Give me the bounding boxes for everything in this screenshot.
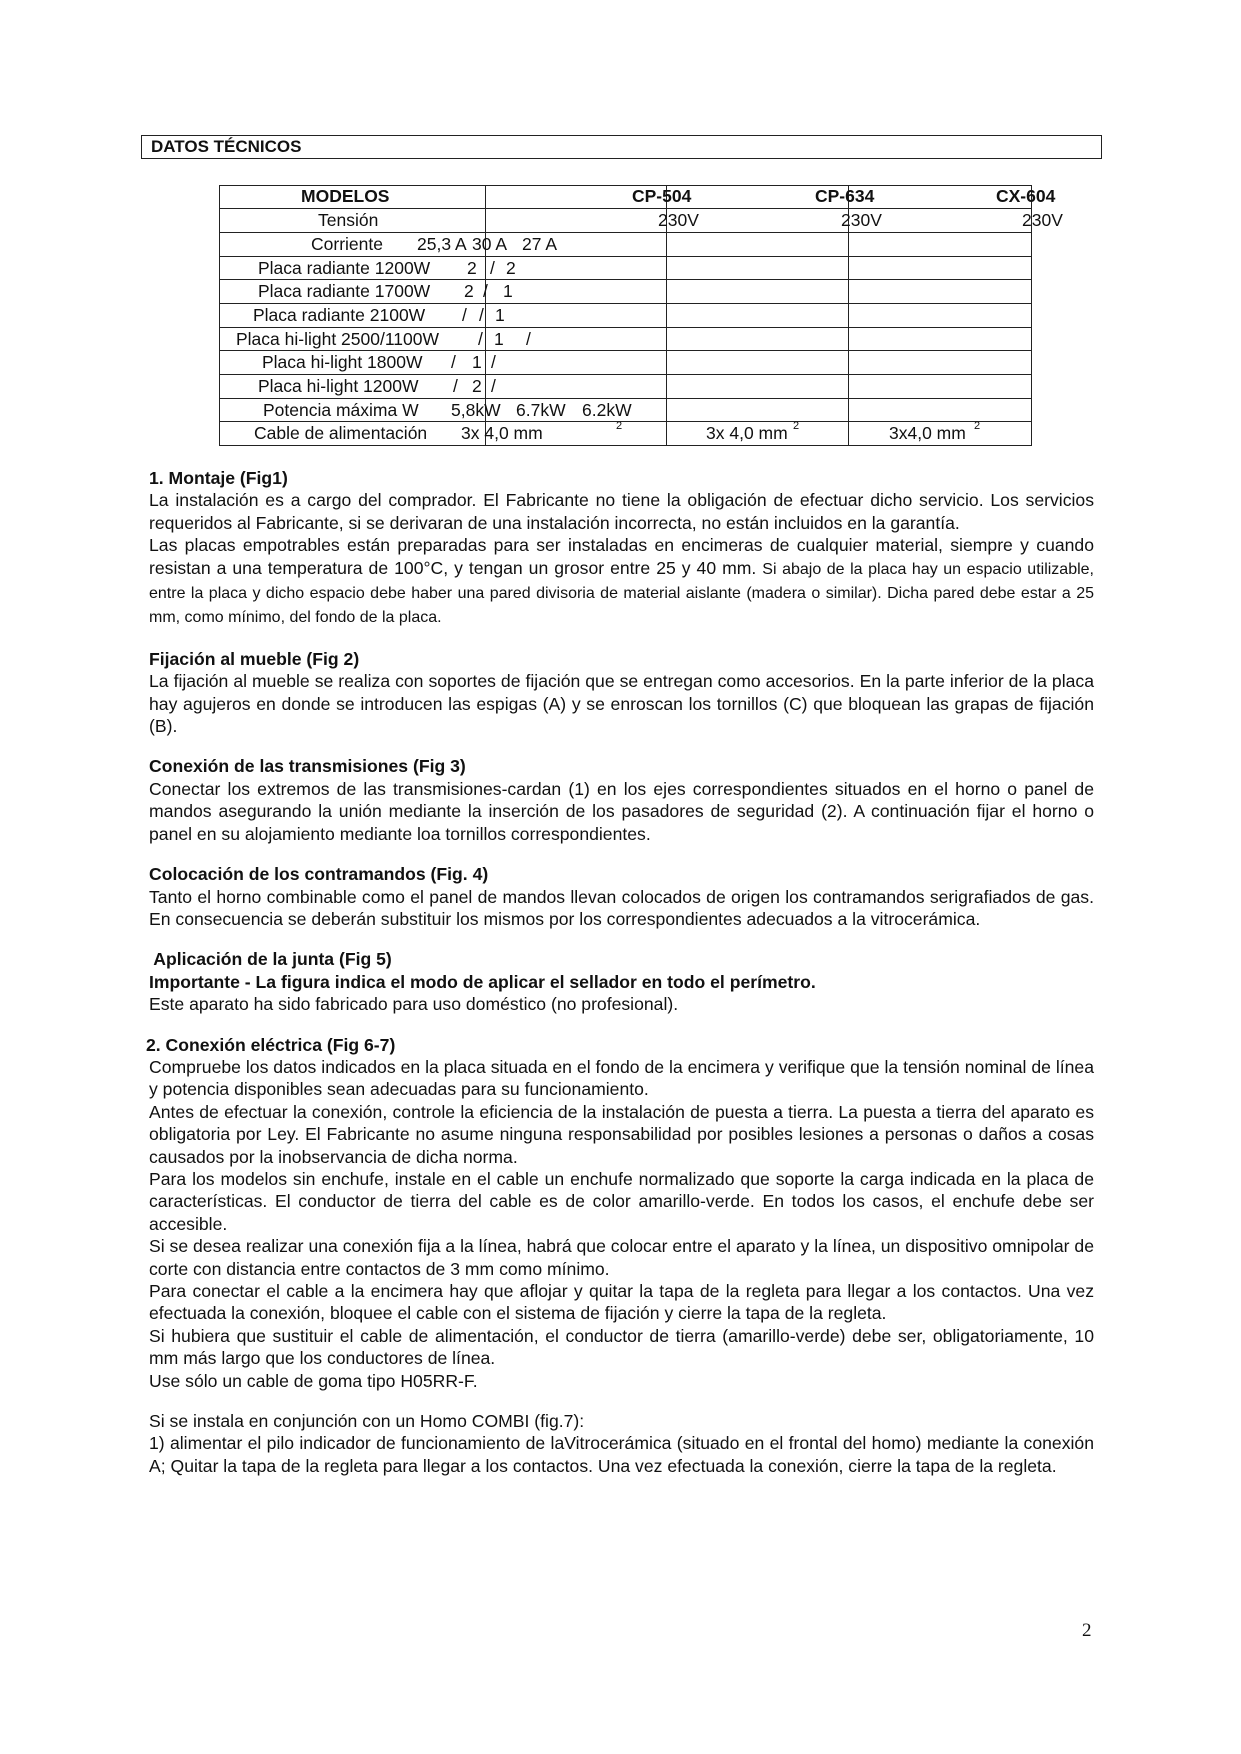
row-label: Placa radiante 1200W	[258, 258, 431, 278]
important-note: Importante - La figura indica el modo de aplicar el sellador en todo el perímetro.	[149, 971, 816, 992]
cell-value: 3x4,0 mm	[889, 423, 966, 443]
model-name: CP-504	[632, 186, 692, 206]
paragraph: Si se desea realizar una conexión fija a la línea, habrá que colocar entre el aparato y la línea, un dispositivo omnipolar de corte con distancia entre contactos de 3 mm como mínimo.	[149, 1236, 1094, 1279]
section-heading: Aplicación de la junta (Fig 5)	[149, 949, 392, 970]
models-header: MODELOS	[301, 186, 390, 206]
unit-superscript: 2	[616, 420, 623, 432]
section-heading: Colocación de los contramandos (Fig. 4)	[149, 864, 489, 885]
cell-value: 5,8kW	[451, 400, 501, 420]
cell-value: 27 A	[522, 234, 558, 254]
paragraph: Antes de efectuar la conexión, controle la eficiencia de la instalación de puesta a tierra. La puesta a tierra del aparato es obligatoria por Ley. El Fabricante no asume ninguna responsabilidad por posibles lesiones a personas o daños a cosas causados por la inobservancia de dicha norma.	[149, 1101, 1094, 1167]
document-body	[146, 467, 1094, 1477]
paragraph: Si hubiera que sustituir el cable de alimentación, el conductor de tierra (amarillo-verde) debe ser, obligatoriamente, 10 mm más largo que los conductores de línea.	[149, 1325, 1094, 1369]
cell-value: 2	[464, 281, 474, 301]
section-heading: 2. Conexión eléctrica (Fig 6-7)	[146, 1034, 396, 1055]
row-label: Potencia máxima W	[263, 400, 419, 420]
cell-value: /	[491, 352, 496, 372]
cell-value: 2	[467, 258, 477, 278]
paragraph: Conectar los extremos de las transmisiones-cardan (1) en los ejes correspondientes situados en el horno o panel de mandos asegurando la unión mediante la inserción de los pasadores de seguridad (2). A continuación fijar el horno o panel en su alojamiento mediante loa tornillos correspondientes.	[149, 778, 1094, 844]
row-label: Placa hi-light 2500/1100W	[236, 329, 439, 349]
section-title: DATOS TÉCNICOS	[141, 135, 1102, 159]
row-label: Placa radiante 1700W	[258, 281, 431, 301]
row-label: Placa hi-light 1200W	[258, 376, 419, 396]
paragraph: Este aparato ha sido fabricado para uso doméstico (no profesional).	[149, 994, 679, 1015]
paragraph: Si se instala en conjunción con un Homo COMBI (fig.7):	[149, 1411, 585, 1432]
cell-value: 230V	[1022, 210, 1063, 230]
paragraph: Para los modelos sin enchufe, instale en el cable un enchufe normalizado que soporte la carga indicada en la placa de características. El conductor de tierra del cable es de color amarillo-verde. En todos los casos, el enchufe debe ser accesible.	[149, 1168, 1094, 1234]
cell-value: /	[490, 258, 495, 278]
paragraph: Use sólo un cable de goma tipo H05RR-F.	[149, 1370, 478, 1391]
cell-value: /	[478, 329, 483, 349]
cell-value: /	[491, 376, 496, 396]
paragraph-text: Las placas empotrables están preparadas para ser instaladas en encimeras de cualquier material, siempre y cuando resistan a una temperatura de 100°C, y tengan un grosor entre 25 y 40 mm.	[149, 535, 1094, 578]
cell-value: 1	[472, 352, 482, 372]
paragraph: 1) alimentar el pilo indicador de funcionamiento de laVitrocerámica (situado en el frontal del homo) mediante la conexión A; Quitar la tapa de la regleta para llegar a los contactos. Una vez efectuada la conexión, cierre la tapa de la regleta.	[149, 1433, 1094, 1476]
cell-value: /	[462, 305, 467, 325]
section-heading: Fijación al mueble (Fig 2)	[149, 648, 360, 669]
cell-value: 6.7kW	[516, 400, 566, 420]
row-label: Placa hi-light 1800W	[262, 352, 423, 372]
cell-value: 25,3 A	[417, 234, 467, 254]
cell-value: 1	[494, 329, 504, 349]
paragraph: Tanto el horno combinable como el panel de mandos llevan colocados de origen los contramandos serigrafiados de gas. En consecuencia se deberán substituir los mismos por los correspondientes adecuados a la vitrocerámica.	[149, 886, 1094, 929]
section-heading: 1. Montaje (Fig1)	[149, 468, 288, 488]
cell-value: /	[483, 281, 488, 301]
unit-superscript: 2	[793, 420, 800, 432]
row-label: Placa radiante 2100W	[253, 305, 426, 325]
page-number: 2	[1082, 1620, 1092, 1641]
cell-value: 2	[472, 376, 482, 396]
cell-value: 3x 4,0 mm	[706, 423, 788, 443]
row-label: Tensión	[318, 210, 379, 230]
cell-value: 230V	[658, 210, 699, 230]
cell-value: 6.2kW	[582, 400, 632, 420]
cell-value: 1	[503, 281, 513, 301]
cell-value: /	[479, 305, 484, 325]
paragraph: La instalación es a cargo del comprador. El Fabricante no tiene la obligación de efectuar dicho servicio. Los servicios requeridos al Fabricante, si se derivaran de una instalación incorrecta, no están incluidos en la garantía.	[149, 490, 1094, 533]
unit-superscript: 2	[974, 420, 981, 432]
paragraph: Compruebe los datos indicados en la placa situada en el fondo de la encimera y verifique que la tensión nominal de línea y potencia disponibles sean adecuadas para su funcionamiento.	[149, 1056, 1094, 1100]
paragraph	[149, 534, 1094, 630]
cell-value: 1	[495, 305, 505, 325]
cell-value: 30 A	[472, 234, 508, 254]
paragraph: La fijación al mueble se realiza con soportes de fijación que se entregan como accesorios. En la parte inferior de la placa hay agujeros en donde se introducen las espigas (A) y se enroscan los tornillos (C) que bloquean las grapas de fijación (B).	[149, 671, 1094, 737]
model-name: CX-604	[996, 186, 1056, 206]
cell-value: /	[526, 329, 531, 349]
model-name: CP-634	[815, 186, 875, 206]
row-label: Corriente	[311, 234, 383, 254]
cell-value: /	[453, 376, 458, 396]
row-label: Cable de alimentación	[254, 423, 428, 443]
cell-value: 2	[506, 258, 516, 278]
paragraph: Para conectar el cable a la encimera hay que aflojar y quitar la tapa de la regleta para llegar a los contactos. Una vez efectuada la conexión, bloquee el cable con el sistema de fijación y cierre la tapa de la regleta.	[149, 1281, 1094, 1324]
section-heading: Conexión de las transmisiones (Fig 3)	[149, 756, 466, 777]
cell-value: 3x 4,0 mm	[461, 423, 543, 443]
paragraph-note: Si abajo de la placa hay un espacio utilizable, entre la placa y dicho espacio debe haber una pared divisoria de material aislante (madera o similar). Dicha pared debe estar a 25 mm, como mínimo, del fondo de la placa.	[149, 560, 1094, 627]
cell-value: 230V	[841, 210, 882, 230]
cell-value: /	[451, 352, 456, 372]
